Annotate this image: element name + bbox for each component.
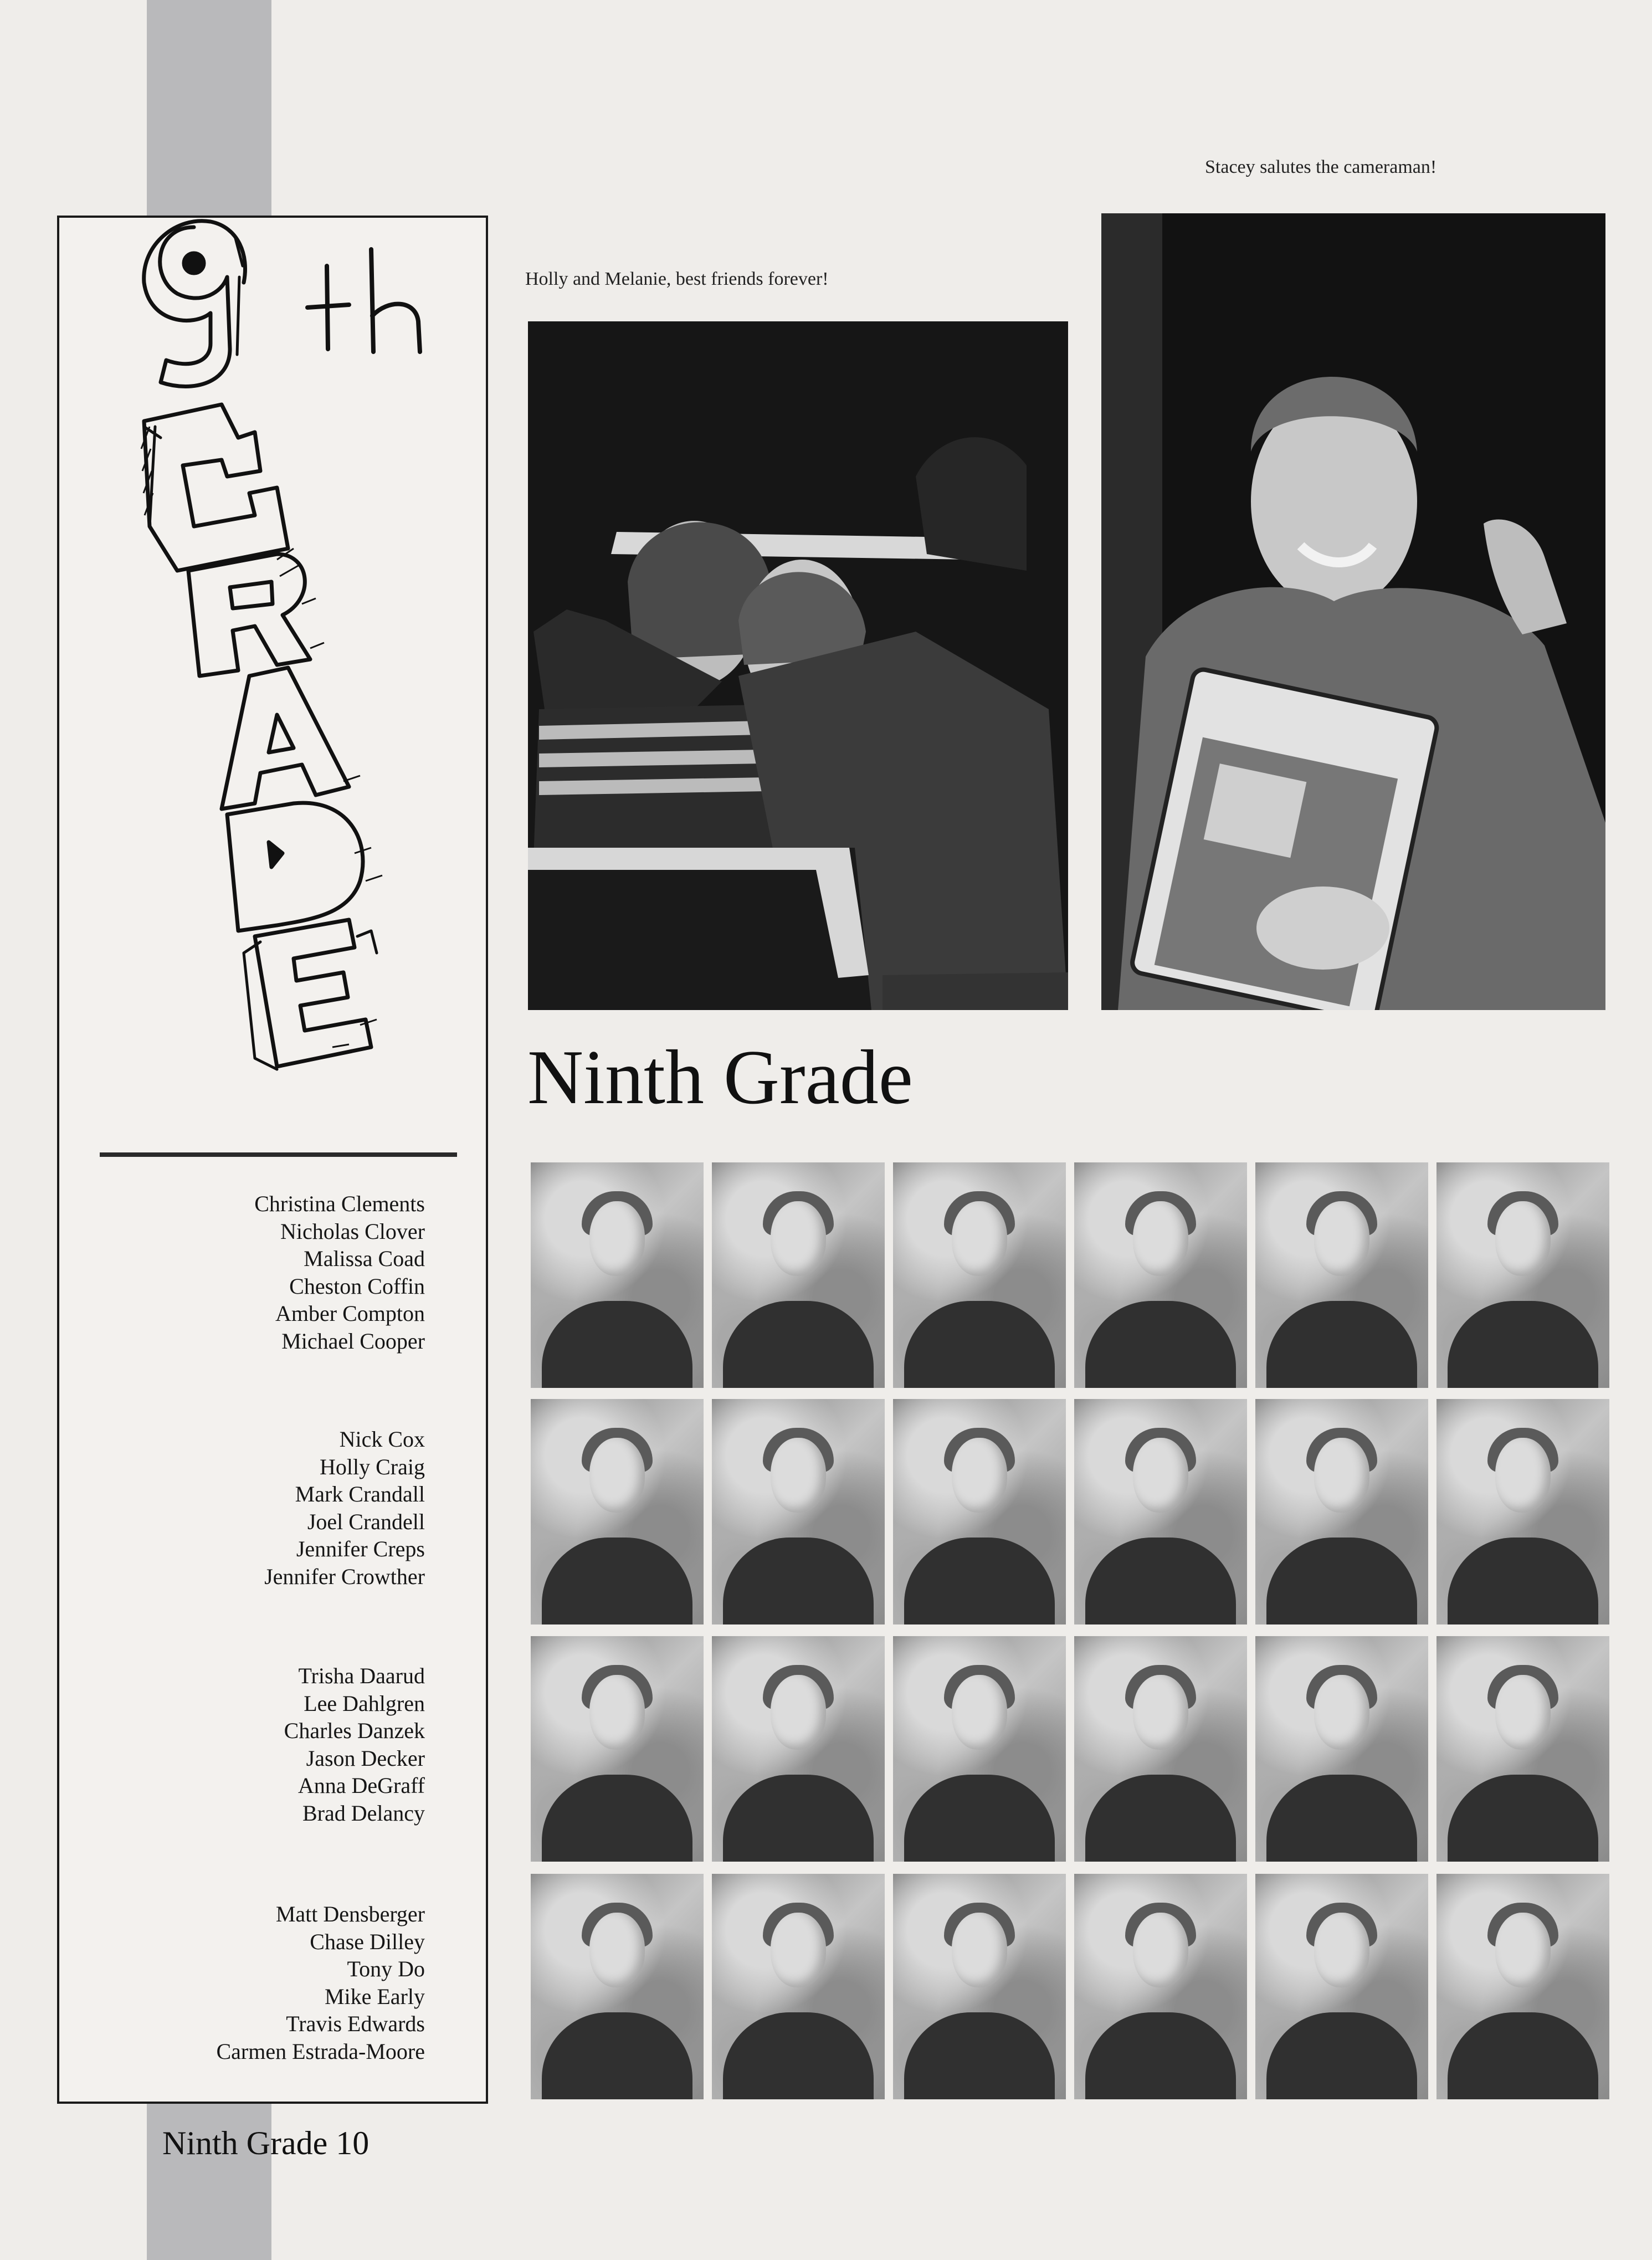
student-portrait <box>1255 1636 1428 1862</box>
student-portrait <box>1255 1399 1428 1624</box>
student-name: Nick Cox <box>339 1427 425 1452</box>
student-name: Mike Early <box>324 1984 425 2009</box>
name-group-3 <box>115 1662 425 1827</box>
student-portrait <box>893 1874 1066 2099</box>
student-portrait <box>712 1874 885 2099</box>
student-portrait <box>1436 1874 1609 2099</box>
student-name: Cheston Coffin <box>289 1273 425 1299</box>
student-portrait <box>1074 1636 1247 1862</box>
photo-stacey <box>1101 213 1605 1010</box>
name-group-1 <box>115 1190 425 1355</box>
student-portrait <box>531 1874 704 2099</box>
name-group-4 <box>115 1900 425 2065</box>
student-portrait <box>531 1399 704 1624</box>
student-name: Holly Craig <box>320 1454 425 1479</box>
student-portrait <box>712 1636 885 1862</box>
student-portrait <box>1255 1162 1428 1388</box>
name-group-2 <box>115 1426 425 1590</box>
student-portrait <box>893 1636 1066 1862</box>
student-portrait <box>893 1399 1066 1624</box>
student-portrait <box>712 1399 885 1624</box>
student-name: Matt Densberger <box>275 1902 425 1926</box>
student-portrait <box>893 1162 1066 1388</box>
student-portrait <box>531 1162 704 1388</box>
student-name: Anna DeGraff <box>297 1773 425 1798</box>
student-name: Travis Edwards <box>286 2011 425 2036</box>
student-name: Tony Do <box>347 1956 425 1981</box>
student-portrait <box>1436 1399 1609 1624</box>
student-portrait <box>1436 1636 1609 1862</box>
student-name: Mark Crandall <box>295 1482 425 1506</box>
top-gray-band <box>147 0 271 216</box>
caption-holly-melanie: Holly and Melanie, best friends forever! <box>525 269 829 289</box>
student-name: Jason Decker <box>306 1745 425 1771</box>
student-name: Brad Delancy <box>302 1800 425 1826</box>
student-name: Malissa Coad <box>304 1246 425 1271</box>
student-name: Nicholas Clover <box>280 1218 425 1244</box>
student-portrait <box>1074 1399 1247 1624</box>
student-name: Amber Compton <box>275 1301 425 1326</box>
student-portrait <box>712 1162 885 1388</box>
caption-stacey: Stacey salutes the cameraman! <box>1205 157 1437 177</box>
student-portrait <box>531 1636 704 1862</box>
student-name: Carmen Estrada-Moore <box>216 2038 425 2064</box>
student-name: Jennifer Crowther <box>264 1564 425 1589</box>
ninth-grade-logo <box>111 216 443 1080</box>
page-footer-label: Ninth Grade 10 <box>162 2125 370 2161</box>
student-name: Joel Crandell <box>307 1509 425 1534</box>
student-portrait <box>1436 1162 1609 1388</box>
student-name: Chase Dilley <box>310 1929 425 1954</box>
student-name: Trisha Daarud <box>298 1663 425 1688</box>
panel-divider <box>100 1152 457 1157</box>
section-heading: Ninth Grade <box>527 1034 913 1120</box>
student-portrait <box>1074 1874 1247 2099</box>
photo-holly-melanie <box>528 321 1068 1010</box>
student-name: Lee Dahlgren <box>304 1690 425 1716</box>
student-name: Michael Cooper <box>281 1328 425 1354</box>
student-portrait <box>1255 1874 1428 2099</box>
student-name: Jennifer Creps <box>296 1536 425 1561</box>
student-name: Charles Danzek <box>284 1718 425 1743</box>
student-name: Christina Clements <box>254 1191 425 1216</box>
student-portrait <box>1074 1162 1247 1388</box>
